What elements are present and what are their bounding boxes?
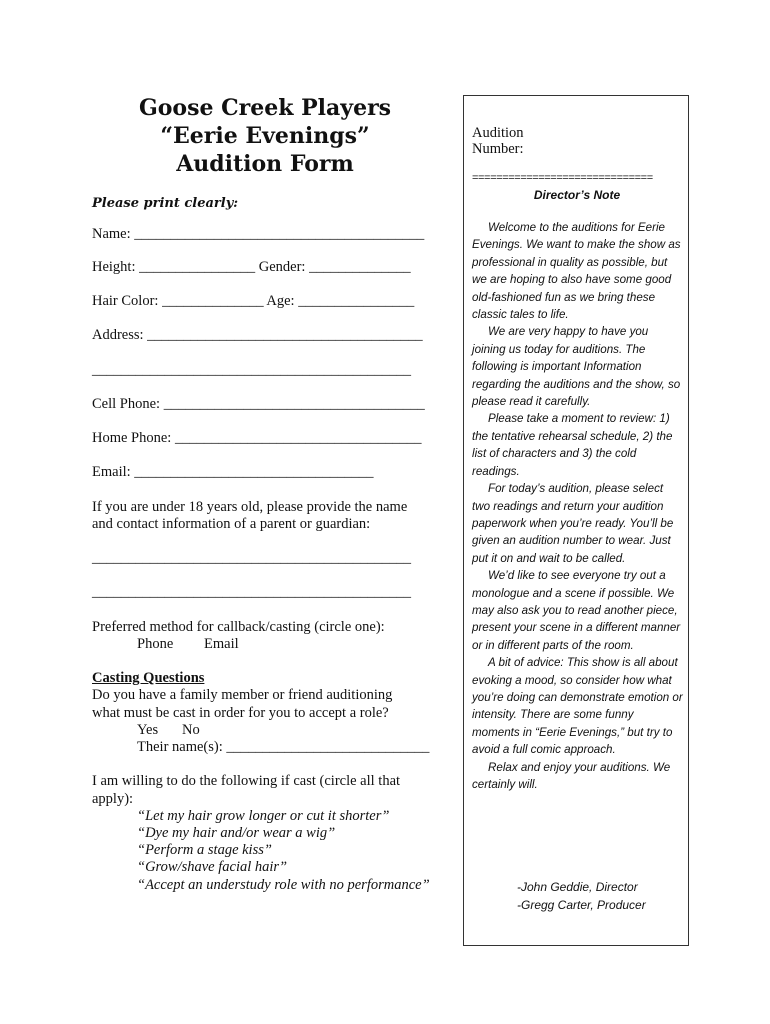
- note-paragraph: Welcome to the auditions for Eerie Evenings. We want to make the show as professional in quality as possible, but we are hoping to also have some good old-fashioned fun as we bring these classic tales to life.: [472, 221, 681, 322]
- guardian-prompt-line-1: If you are under 18 years old, please provide the name: [92, 499, 408, 515]
- casting-question-line-2: what must be cast in order for you to accept a role?: [92, 705, 389, 721]
- note-paragraph: For today’s audition, please select two readings and return your audition paperwork when you’re ready. You’ll be given an audition number to wear. Just put it on and wait to be called.: [472, 482, 674, 565]
- casting-heading: Casting Questions: [92, 670, 205, 686]
- audition-number-line-2: Number:: [472, 141, 524, 157]
- directors-note-body: [472, 219, 684, 793]
- directors-note-heading: Director’s Note: [533, 188, 621, 202]
- address-field[interactable]: Address: ______________________________________: [92, 327, 423, 343]
- title-line-company: Goose Creek Players: [138, 95, 392, 121]
- callback-option-phone[interactable]: Phone: [137, 636, 174, 652]
- cast-names-field[interactable]: Their name(s): ____________________________: [137, 739, 430, 755]
- address-line-2[interactable]: ____________________________________________: [92, 362, 411, 378]
- callback-prompt: Preferred method for callback/casting (circle one):: [92, 619, 385, 635]
- willing-prompt-line-1: I am willing to do the following if cast (circle all that: [92, 773, 401, 789]
- willing-option[interactable]: “Dye my hair and/or wear a wig”: [137, 825, 336, 841]
- willing-option[interactable]: “Let my hair grow longer or cut it shorter”: [137, 808, 390, 824]
- willing-option[interactable]: “Perform a stage kiss”: [137, 842, 272, 858]
- home-phone-field[interactable]: Home Phone: __________________________________: [92, 430, 422, 446]
- instruction-text: Please print clearly:: [92, 196, 239, 211]
- note-paragraph: Relax and enjoy your auditions. We certainly will.: [472, 760, 671, 791]
- separator-line: ==============================: [472, 172, 653, 184]
- cell-phone-field[interactable]: Cell Phone: ____________________________________: [92, 396, 425, 412]
- willing-prompt-line-2: apply):: [92, 791, 134, 807]
- note-paragraph: We’d like to see everyone try out a monologue and a scene if possible. We may also ask you to read another piece, present your scene in a different manner or in different parts of the room.: [472, 569, 681, 652]
- guardian-field-line-1[interactable]: ____________________________________________: [92, 550, 411, 566]
- height-gender-field[interactable]: Height: ________________ Gender: ______________: [92, 259, 411, 275]
- hair-age-field[interactable]: Hair Color: ______________ Age: ________________: [92, 293, 415, 309]
- casting-option-yes[interactable]: Yes: [137, 722, 159, 738]
- guardian-prompt-line-2: and contact information of a parent or guardian:: [92, 516, 371, 532]
- note-paragraph: A bit of advice: This show is all about evoking a mood, so consider how what you’re doing can demonstrate emotion or intensity. There are some funny moments in “Eerie Evenings,” but try to avoid a full comic approach.: [472, 656, 683, 757]
- guardian-field-line-2[interactable]: ____________________________________________: [92, 584, 411, 600]
- signatures: [517, 878, 646, 914]
- willing-option[interactable]: “Accept an understudy role with no performance”: [137, 877, 430, 893]
- note-paragraph: We are very happy to have you joining us today for auditions. The following is important Information regarding the auditions and the show, so please read it carefully.: [472, 325, 681, 409]
- email-field[interactable]: Email: _________________________________: [92, 464, 374, 480]
- note-paragraph: Please take a moment to review: 1) the tentative rehearsal schedule, 2) the list of characters and 3) the cold readings.: [472, 412, 673, 478]
- producer-signature: -Gregg Carter, Producer: [517, 898, 646, 912]
- director-signature: -John Geddie, Director: [517, 880, 638, 894]
- name-field[interactable]: Name: ________________________________________: [92, 226, 425, 242]
- casting-question-line-1: Do you have a family member or friend auditioning: [92, 687, 393, 703]
- audition-number-label: [472, 125, 592, 157]
- willing-option[interactable]: “Grow/shave facial hair”: [137, 859, 288, 875]
- title-line-form: Audition Form: [176, 151, 354, 177]
- title-line-show: “Eerie Evenings”: [160, 123, 370, 149]
- casting-option-no[interactable]: No: [182, 722, 200, 738]
- callback-option-email[interactable]: Email: [204, 636, 239, 652]
- audition-number-line-1: Audition: [472, 125, 524, 141]
- form-title: [92, 94, 438, 178]
